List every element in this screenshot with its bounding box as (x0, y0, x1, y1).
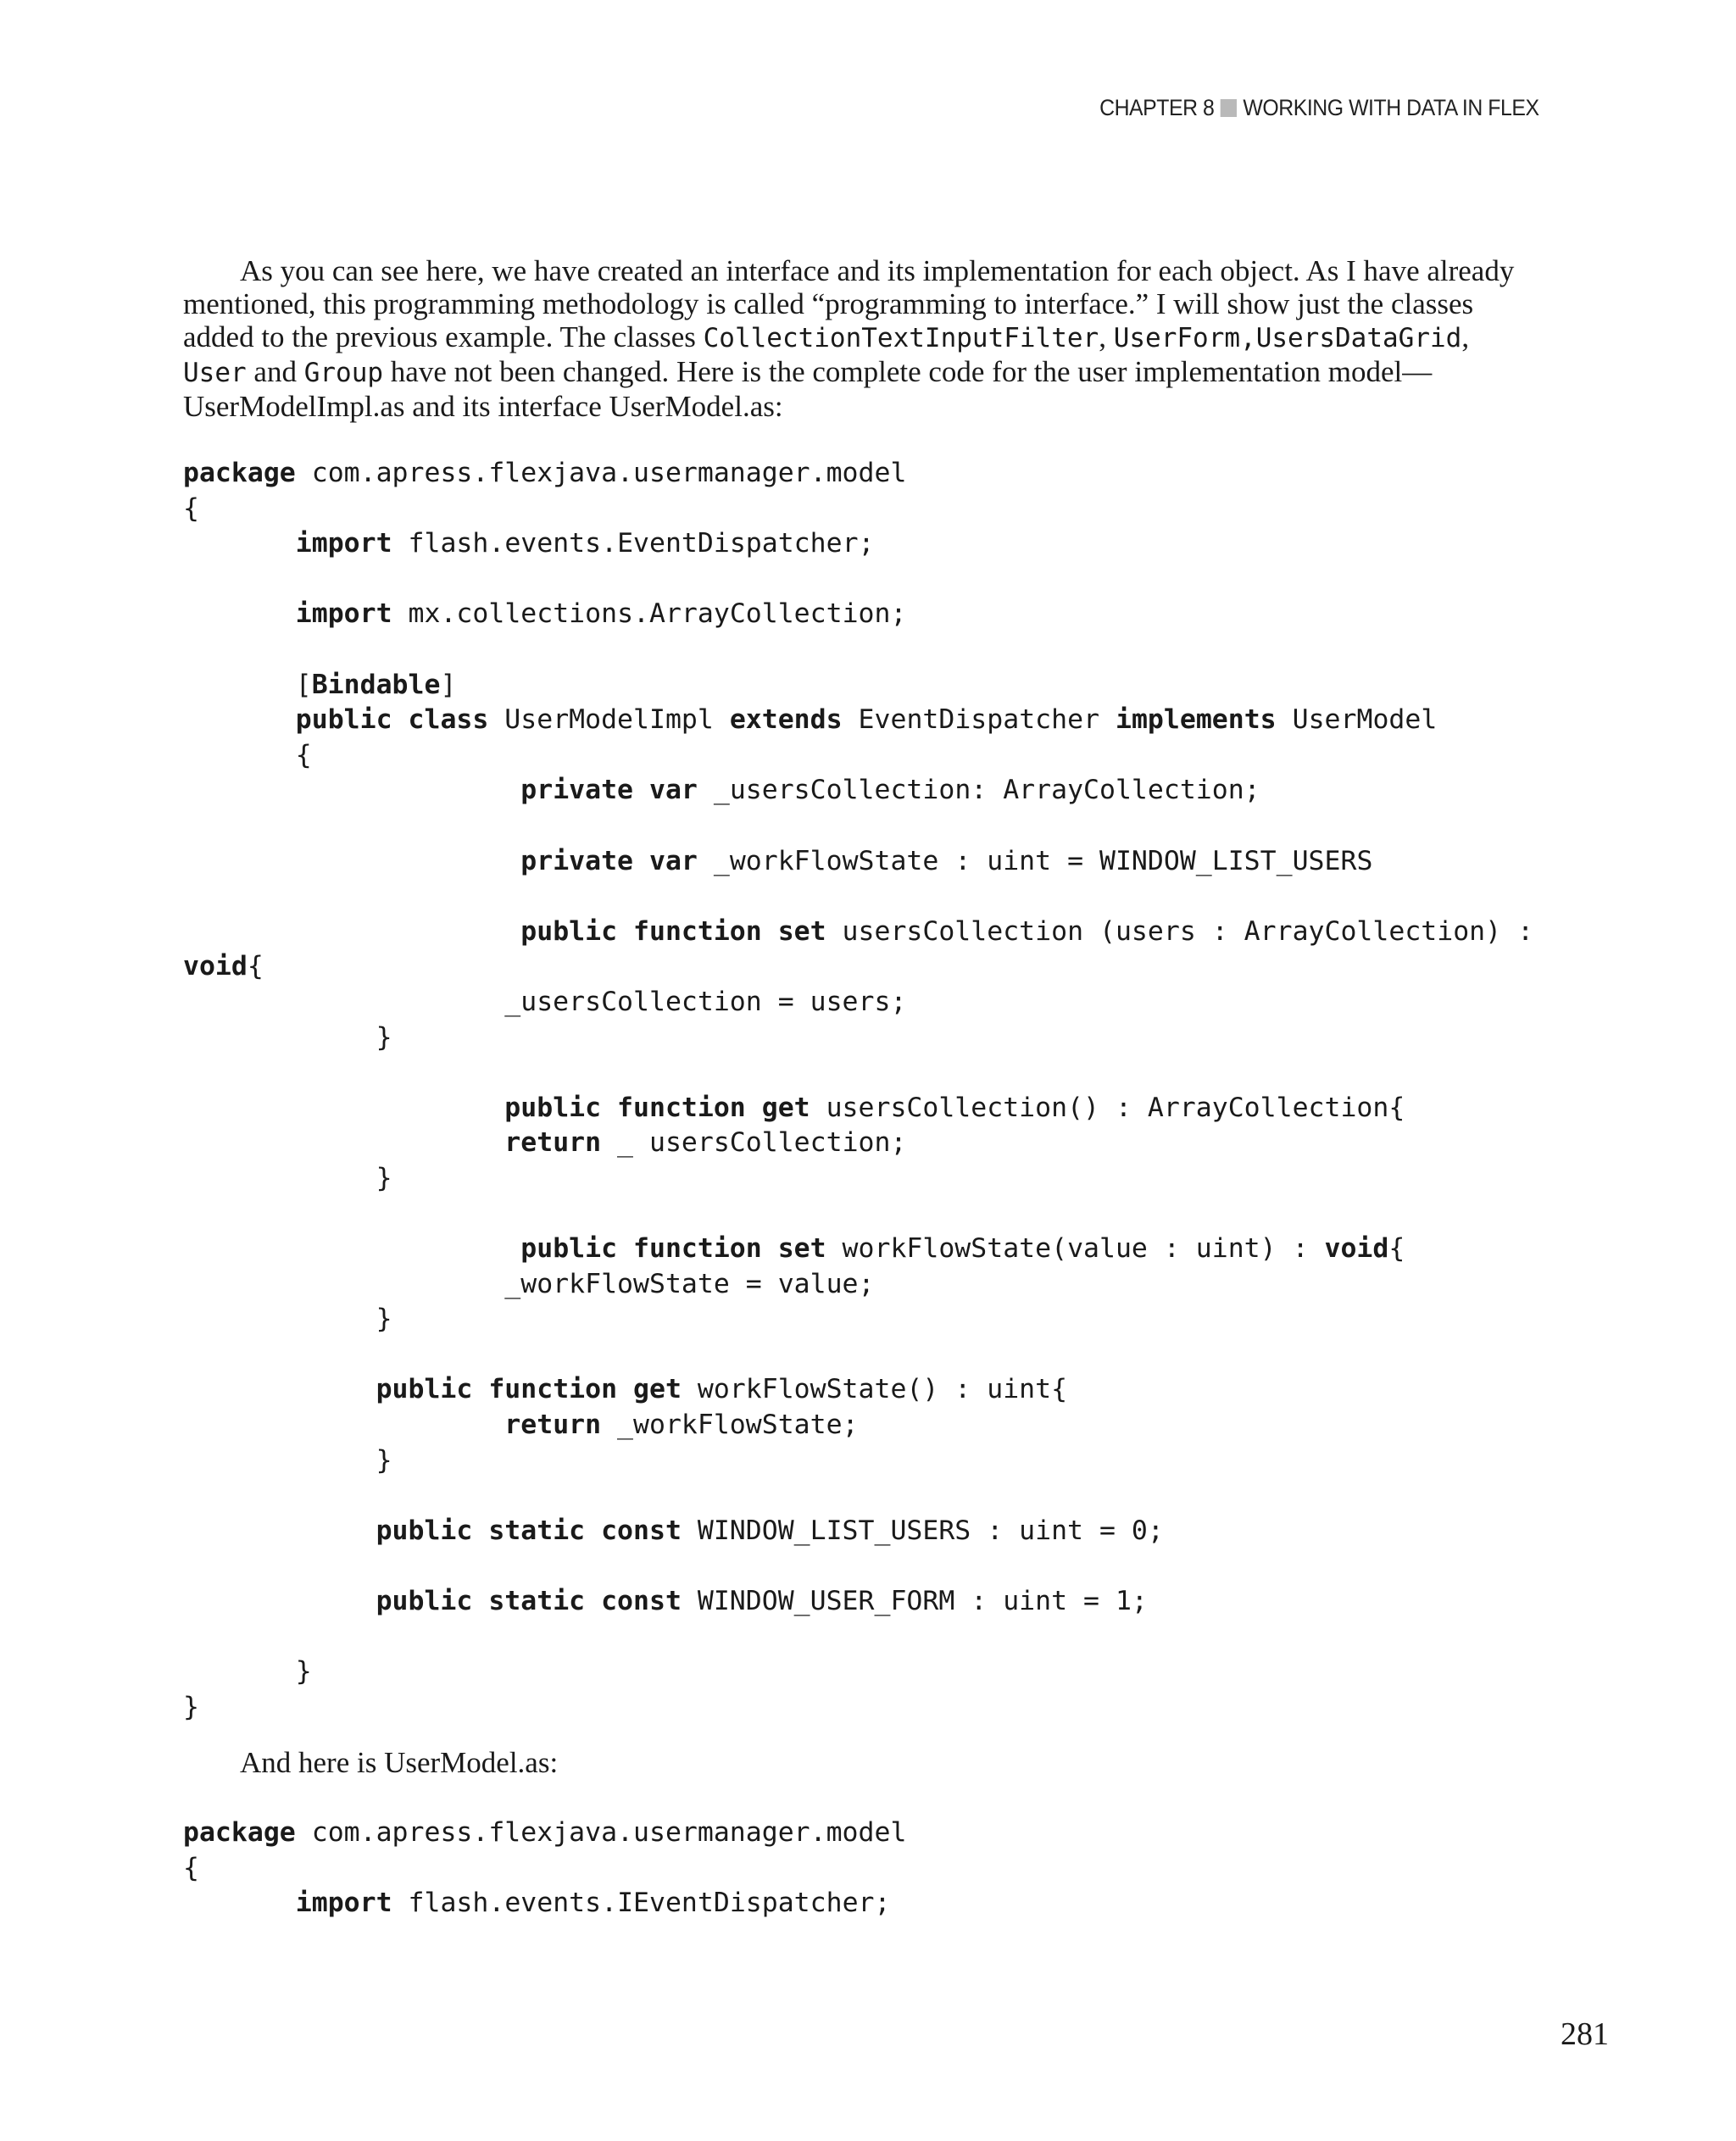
code-line (183, 526, 1533, 562)
code-line (183, 879, 1533, 915)
code-text: _usersCollection: ArrayCollection; (697, 775, 1260, 806)
code-keyword: import (295, 1888, 392, 1919)
code-text: } (183, 1304, 392, 1335)
code-keyword: package (183, 1817, 296, 1848)
code-line (183, 809, 1533, 844)
code-text: _ usersCollection; (601, 1127, 907, 1159)
chapter-title: WORKING WITH DATA IN FLEX (1243, 95, 1539, 120)
code-text: } (183, 1162, 392, 1193)
code-keyword: Bindable (311, 669, 441, 700)
code-keyword: public function get (376, 1374, 682, 1405)
inline-code-group: Group (303, 358, 384, 388)
code-text: } (183, 1021, 392, 1053)
code-line (183, 915, 1533, 950)
code-line (183, 703, 1533, 738)
code-text: flash.events.IEventDispatcher; (392, 1888, 891, 1919)
code-keyword: private var (520, 775, 698, 806)
intro-text-3: , (1461, 320, 1470, 353)
code-text: { (183, 739, 312, 770)
code-text (183, 1127, 504, 1158)
code-line (183, 1690, 1533, 1726)
code-keyword: public static const (376, 1586, 682, 1616)
code-line (183, 949, 1533, 985)
code-listing-usermodel (183, 1816, 906, 1921)
code-line (183, 1232, 1533, 1267)
running-header (1100, 95, 1539, 121)
code-text (183, 1586, 376, 1616)
code-text: UserModelImpl (488, 704, 730, 736)
page-number: 281 (1561, 2016, 1609, 2052)
code-keyword: public class (295, 704, 489, 736)
intro-text-2: , (1099, 320, 1114, 353)
code-text: } (183, 1444, 392, 1476)
code-text (183, 1888, 296, 1918)
code-text: ] (440, 669, 457, 700)
code-line (183, 1372, 1533, 1408)
code-text (183, 1410, 504, 1440)
code-text: mx.collections.ArrayCollection; (392, 598, 907, 630)
code-text: _usersCollection = users; (183, 986, 907, 1017)
code-text (183, 704, 296, 735)
code-line (183, 1851, 906, 1887)
code-text (183, 775, 520, 805)
code-line (183, 1886, 906, 1921)
code-line (183, 1337, 1533, 1373)
code-text: WINDOW_LIST_USERS : uint = 0; (681, 1515, 1164, 1546)
code-text: workFlowState(value : uint) : (826, 1233, 1325, 1265)
code-line (183, 844, 1533, 880)
code-line (183, 1302, 1533, 1337)
code-text: EventDispatcher (842, 704, 1116, 736)
code-line (183, 1055, 1533, 1091)
code-text: _workFlowState : uint = WINDOW_LIST_USERS (697, 845, 1373, 876)
code-keyword: void (1324, 1233, 1389, 1265)
inline-code-user: User (183, 358, 247, 388)
code-text: com.apress.flexjava.usermanager.model (295, 458, 907, 488)
code-line (183, 1584, 1533, 1620)
code-text: usersCollection() : ArrayCollection{ (810, 1092, 1405, 1123)
code-line (183, 668, 1533, 703)
bridge-paragraph: And here is UserModel.as: (240, 1746, 559, 1779)
code-line (183, 1020, 1533, 1056)
code-text: } (183, 1691, 199, 1722)
code-text (183, 1374, 376, 1404)
code-keyword: public function get (504, 1092, 810, 1123)
code-line (183, 1816, 906, 1851)
code-text: } (183, 1656, 312, 1688)
code-line (183, 1514, 1533, 1549)
code-line (183, 1549, 1533, 1584)
code-line (183, 1654, 1533, 1690)
code-keyword: void (183, 951, 248, 982)
intro-text-4: and (246, 355, 304, 388)
code-text: flash.events.EventDispatcher; (392, 528, 875, 559)
code-listing-usermodelimpl (183, 456, 1533, 1725)
intro-paragraph (183, 254, 1539, 423)
code-line (183, 1478, 1533, 1514)
code-line (183, 562, 1533, 598)
intro-text-1: As you can see here, we have created an interface and its implementation for each object. As I have already mentioned, this programming methodology is called “programming to interface.” I will show just the classes added to the previous example. The classes (183, 254, 1515, 353)
code-keyword: import (295, 598, 392, 630)
code-line (183, 1620, 1533, 1655)
code-keyword: import (295, 528, 392, 559)
code-line (183, 985, 1533, 1020)
code-text (183, 916, 520, 947)
code-line (183, 1196, 1533, 1232)
code-text (183, 846, 520, 876)
code-text: { (183, 492, 199, 524)
code-line (183, 456, 1533, 492)
code-text (183, 1093, 504, 1123)
code-text: [ (183, 669, 312, 700)
code-text: UserModel (1276, 704, 1438, 736)
inline-code-userform-usersdatagrid: UserForm,UsersDataGrid (1113, 323, 1462, 353)
code-text: workFlowState() : uint{ (681, 1374, 1068, 1405)
code-text: { (1388, 1233, 1405, 1265)
code-keyword: public static const (376, 1515, 682, 1546)
header-separator-square (1221, 99, 1237, 117)
code-line (183, 1126, 1533, 1161)
code-text: com.apress.flexjava.usermanager.model (295, 1817, 907, 1848)
inline-code-collection-text-input-filter: CollectionTextInputFilter (703, 323, 1099, 353)
code-line (183, 1443, 1533, 1479)
code-line (183, 738, 1533, 774)
code-text (183, 528, 296, 559)
code-line (183, 1091, 1533, 1126)
code-line (183, 773, 1533, 809)
code-text (183, 1233, 520, 1264)
code-keyword: return (504, 1410, 602, 1441)
code-text: WINDOW_USER_FORM : uint = 1; (681, 1586, 1148, 1616)
code-line (183, 597, 1533, 632)
code-line (183, 492, 1533, 527)
intro-text-5: have not been changed. Here is the complete code for the user implementation model—UserModelImpl.as and its interface UserModel.as: (183, 355, 1433, 423)
code-text: { (183, 1852, 199, 1883)
code-text: usersCollection (users : ArrayCollection) : (826, 915, 1534, 947)
code-line (183, 1267, 1533, 1303)
code-keyword: return (504, 1127, 602, 1159)
code-keyword: implements (1116, 704, 1277, 736)
code-keyword: package (183, 458, 296, 488)
code-line (183, 1161, 1533, 1197)
code-keyword: public function set (520, 1233, 826, 1265)
code-keyword: public function set (520, 915, 826, 947)
code-text: _workFlowState = value; (183, 1268, 875, 1299)
code-line (183, 632, 1533, 668)
code-keyword: private var (520, 845, 698, 876)
code-keyword: extends (729, 704, 843, 736)
code-text: _workFlowState; (601, 1410, 859, 1441)
code-text (183, 1515, 376, 1546)
chapter-label: CHAPTER 8 (1099, 95, 1215, 120)
code-line (183, 1408, 1533, 1443)
code-text (183, 598, 296, 629)
code-text: { (247, 951, 264, 982)
